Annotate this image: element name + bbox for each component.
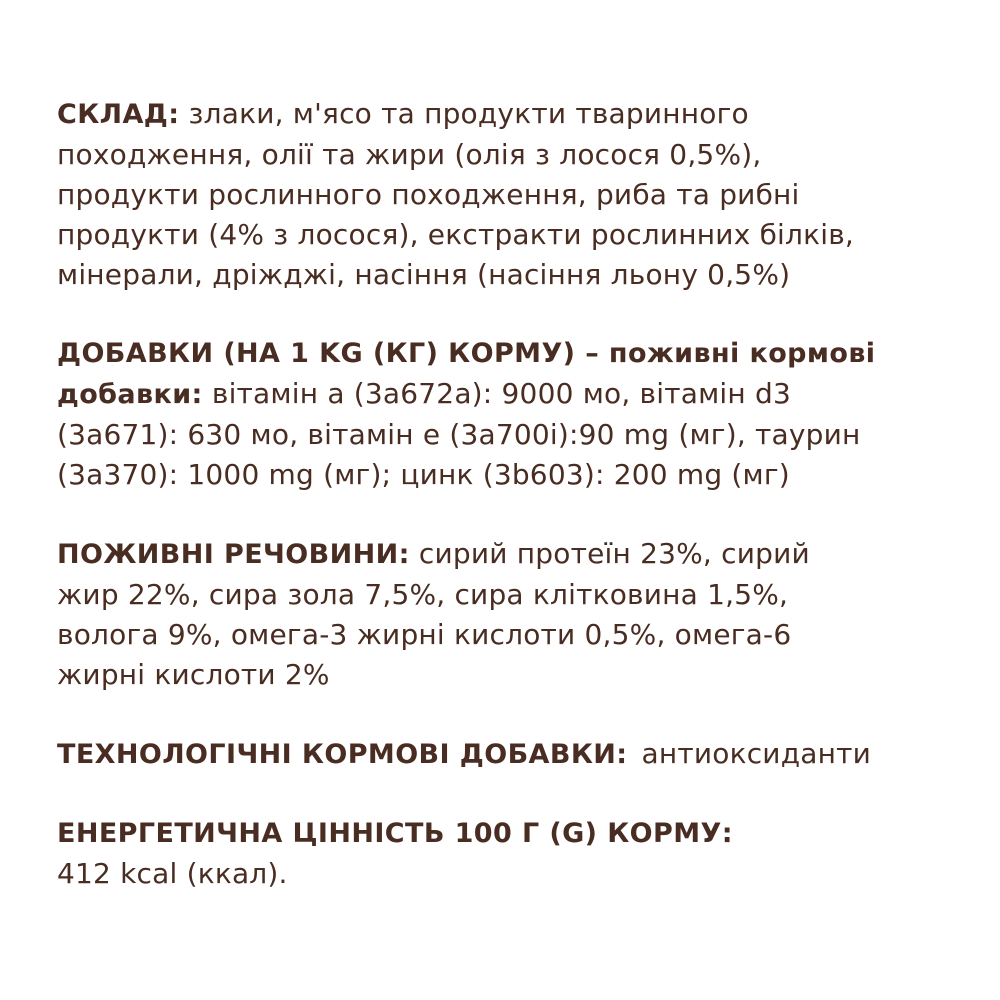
composition-line-1 bbox=[57, 94, 957, 135]
additives-line-1 bbox=[57, 374, 957, 415]
energy-value-text: 412 kcal (ккал). bbox=[57, 857, 288, 890]
composition-line-5: мінерали, дріжджі, насіння (насіння льону 0,5%) bbox=[57, 258, 791, 291]
nutrients-text: сирий протеїн 23%, сирий bbox=[409, 537, 810, 570]
composition-line-2: походження, олії та жири (олія з лосося 0,5%), bbox=[57, 138, 762, 171]
nutrients-line-4: жирні кислоти 2% bbox=[57, 658, 330, 691]
nutrients-label: ПОЖИВНІ РЕЧОВИНИ: bbox=[57, 539, 410, 570]
additives-line-2: (3a671): 630 мо, вітамін е (3a700i):90 mg (мг), таурин bbox=[57, 418, 861, 451]
nutrients-line-2: жир 22%, сира зола 7,5%, сира клітковина 1,5%, bbox=[57, 578, 789, 611]
technological-additives-label: ТЕХНОЛОГІЧНІ КОРМОВІ ДОБАВКИ: bbox=[57, 739, 628, 770]
technological-additives-section bbox=[57, 734, 957, 775]
additives-line-3: (3a370): 1000 mg (мг); цинк (3b603): 200 mg (мг) bbox=[57, 458, 790, 491]
additives-text: вітамін а (3a672a): 9000 мо, вітамін d3 bbox=[202, 377, 791, 410]
composition-line-4: продукти (4% з лосося), екстракти рослинних білків, bbox=[57, 218, 855, 251]
additives-label-line-2: добавки: bbox=[57, 379, 203, 410]
nutrients-line-1 bbox=[57, 534, 957, 575]
additives-section bbox=[57, 334, 957, 495]
composition-line-3: продукти рослинного походження, риба та рибні bbox=[57, 178, 800, 211]
technological-additives-line bbox=[57, 734, 957, 775]
technological-additives-text: антиоксиданти bbox=[641, 737, 872, 770]
additives-label-line-1: ДОБАВКИ (НА 1 KG (КГ) КОРМУ) – поживні кормові bbox=[57, 338, 876, 369]
energy-value-section bbox=[57, 814, 957, 894]
composition-section bbox=[57, 94, 957, 295]
composition-text: злаки, м'ясо та продукти тваринного bbox=[179, 97, 749, 130]
nutrients-line-3: волога 9%, омега-3 жирні кислоти 0,5%, омега-6 bbox=[57, 618, 792, 651]
energy-value-label: ЕНЕРГЕТИЧНА ЦІННІСТЬ 100 Г (G) КОРМУ: bbox=[57, 818, 733, 849]
composition-label: СКЛАД: bbox=[57, 99, 180, 130]
product-composition-text bbox=[57, 94, 957, 933]
nutrients-section bbox=[57, 534, 957, 695]
